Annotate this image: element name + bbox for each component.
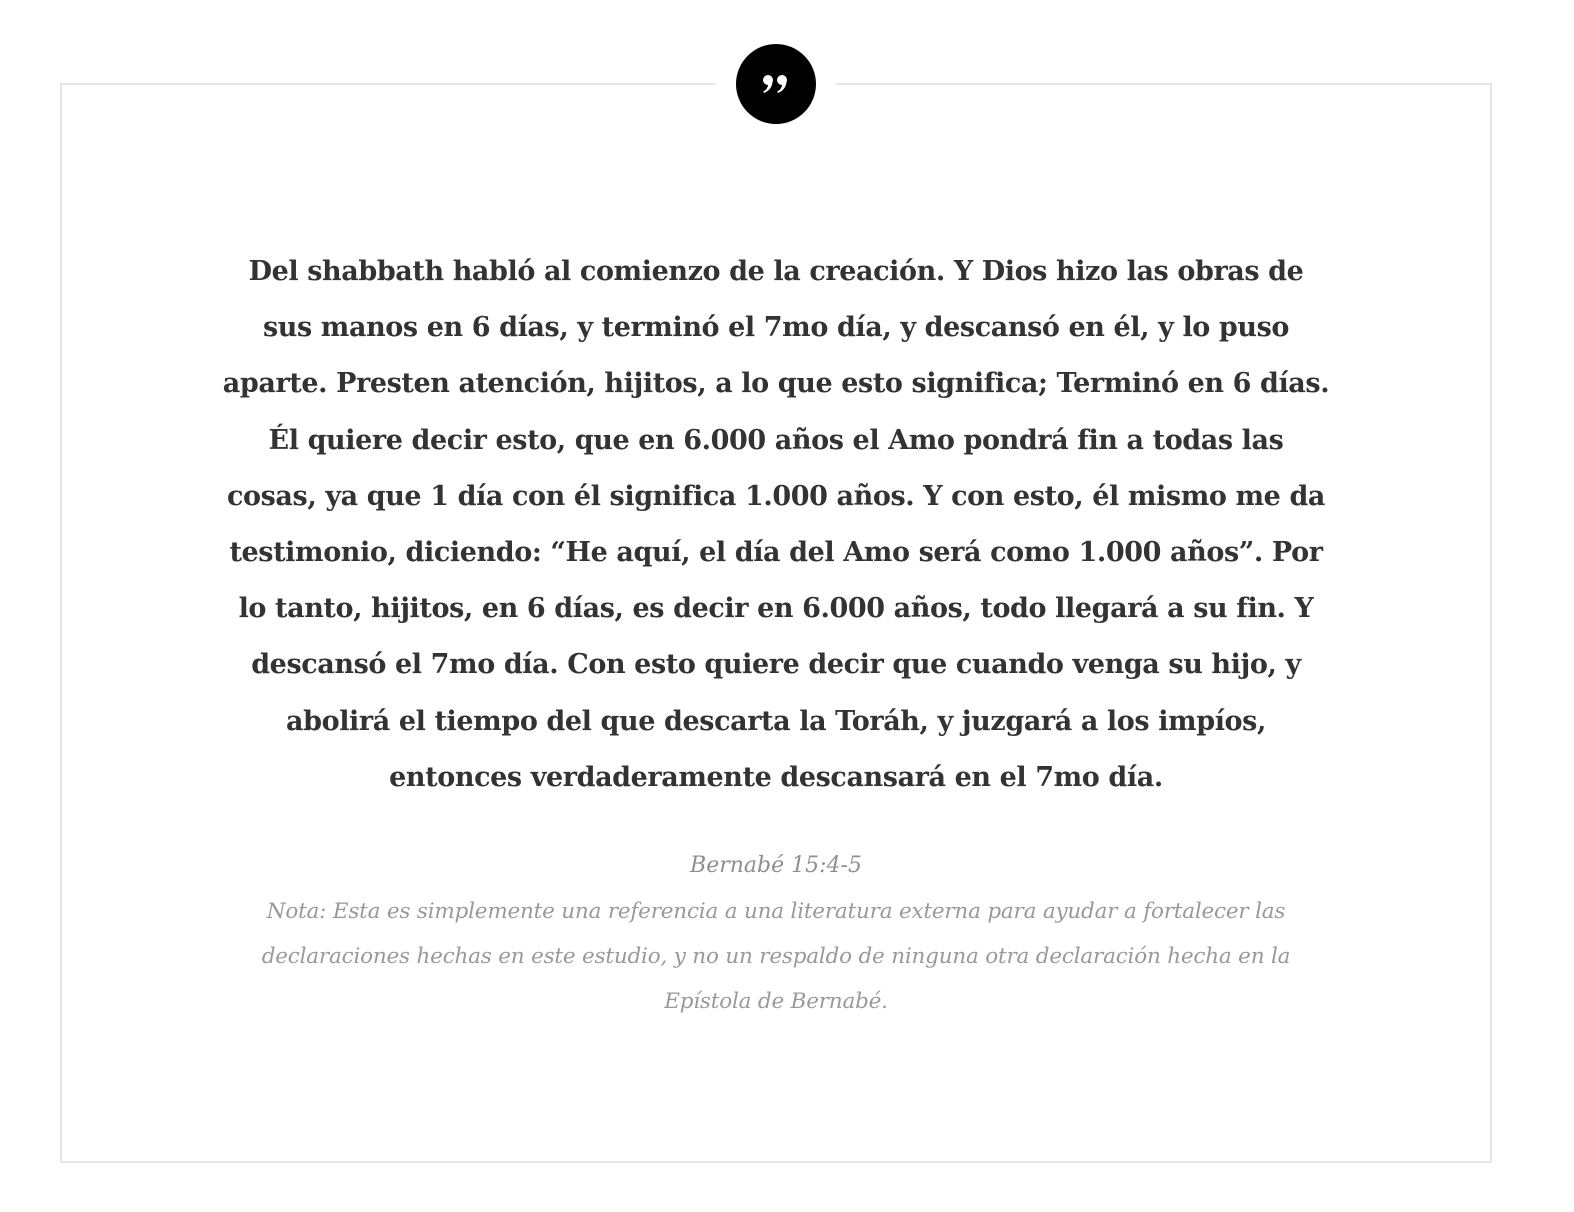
quote-badge [736, 44, 816, 124]
closing-quote-icon [761, 72, 791, 96]
quote-citation: Bernabé 15:4-5 [690, 853, 862, 878]
quote-note: Nota: Esta es simplemente una referencia a una literatura externa para ayudar a fortalecer las declaraciones hechas en este estudio, y no un respaldo de ninguna otra declaración hecha en la Epístola de Bernabé. [261, 899, 1291, 1014]
quote-text: Del shabbath habló al comienzo de la creación. Y Dios hizo las obras de sus manos en 6 días, y terminó el 7mo día, y descansó en él, y lo puso aparte. Presten atención, hijitos, a lo que esto significa; Terminó en 6 días. Él quiere decir esto, que en 6.000 años el Amo pondrá fin a todas las cosas, ya que 1 día con él significa 1.000 años. Y con esto, él mismo me da testimonio, diciendo: “He aquí, el día del Amo será como 1.000 años”. Por lo tanto, hijitos, en 6 días, es decir en 6.000 años, todo llegará a su fin. Y descansó el 7mo día. Con esto quiere decir que cuando venga su hijo, y abolirá el tiempo del que descarta la Toráh, y juzgará a los impíos, entonces verdaderamente descansará en el 7mo día. [222, 256, 1330, 793]
